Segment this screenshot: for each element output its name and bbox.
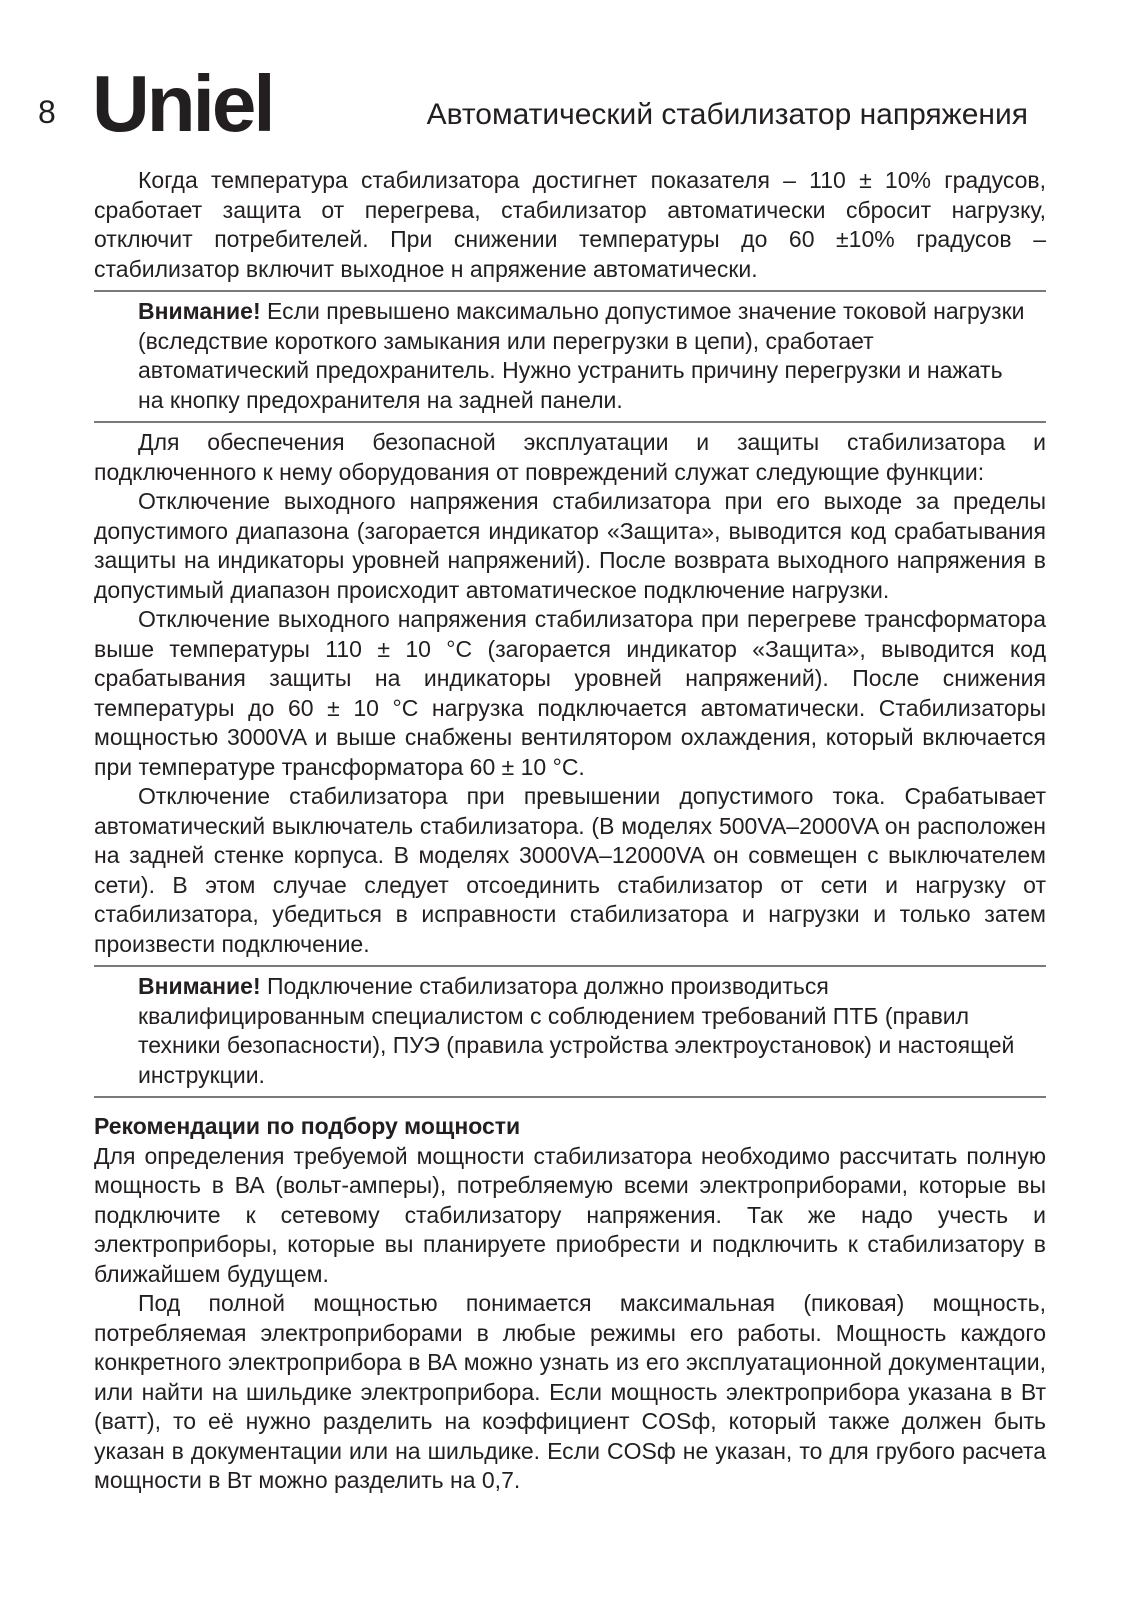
document-title: Автоматический стабилизатор напряжения	[426, 98, 1028, 131]
paragraph-function-overheat: Отключение выходного напряжения стабилизатора при перегреве трансформатора выше температуры 110 ± 10 °С (загорается индикатор «Защита», выводится код срабатывания защиты на индикаторы уровней напряжений). После снижения температуры до 60 ± 10 °С нагрузка подключается автоматически. Стабилизаторы мощностью 3000VA и выше снабжены вентилятором охлаждения, который включается при температуре трансформатора 60 ± 10 °С.	[94, 606, 1046, 780]
paragraph-full-power: Под полной мощностью понимается максимальная (пиковая) мощность, потребляемая электроприборами в любые режимы его работы. Мощность каждого конкретного электроприбора в ВА можно узнать из его эксплуатационной документации, или найти на шильдике электроприбора. Если мощность электроприбора указана в Вт (ватт), то её нужно разделить на коэффициент COSф, который также должен быть указан в документации или на шильдике. Если COSф не указан, то для грубого расчета мощности в Вт можно разделить на 0,7.	[94, 1290, 1046, 1493]
paragraph-power-selection: Для определения требуемой мощности стабилизатора необходимо рассчитать полную мощность в ВА (вольт-амперы), потребляемую всеми электроприборами, которые вы подключите к сетевому стабилизатору напряжения. Так же надо учесть и электроприборы, которые вы планируете приобрести и подключить к стабилизатору в ближайшем будущем.	[94, 1142, 1046, 1287]
divider	[94, 290, 1046, 292]
divider	[94, 1096, 1046, 1098]
warning-label: Внимание!	[138, 298, 261, 324]
warning-text: Подключение стабилизатора должно производиться квалифицированным специалистом с соблюдением требований ПТБ (правил техники безопасности), ПУЭ (правила устройства электроустановок) и настоящей инструкции.	[138, 973, 1015, 1088]
brand-logo: Uniel	[92, 59, 273, 148]
paragraph-function-overcurrent: Отключение стабилизатора при превышении допустимого тока. Срабатывает автоматический выключатель стабилизатора. (В моделях 500VA–2000VA он расположен на задней стенке корпуса. В моделях 3000VA–12000VA он совмещен с выключателем сети). В этом случае следует отсоединить стабилизатор от сети и нагрузку от стабилизатора, убедиться в исправности стабилизатора и нагрузки и только затем произвести подключение.	[94, 783, 1046, 957]
paragraph-function-voltage: Отключение выходного напряжения стабилизатора при его выходе за пределы допустимого диапазона (загорается индикатор «Защита», выводится код срабатывания защиты на индикаторы уровней напряжений). После возврата выходного напряжения в допустимый диапазон происходит автоматическое подключение нагрузки.	[94, 488, 1046, 603]
divider	[94, 965, 1046, 967]
section-heading: Рекомендации по подбору мощности	[94, 1113, 521, 1139]
page-number: 8	[38, 94, 56, 130]
page-content	[94, 166, 1046, 1496]
paragraph-functions-intro: Для обеспечения безопасной эксплуатации и защиты стабилизатора и подключенного к нему оборудования от повреждений служат следующие функции:	[94, 429, 1046, 485]
divider	[94, 421, 1046, 423]
warning-notice	[94, 972, 1046, 1090]
paragraph-overheat: Когда температура стабилизатора достигнет показателя – 110 ± 10% градусов, сработает защита от перегрева, стабилизатор автоматически сбросит нагрузку, отключит потребителей. При снижении температуры до 60 ±10% градусов – стабилизатор включит выходное н апряжение автоматически.	[94, 167, 1046, 282]
warning-label: Внимание!	[138, 973, 261, 999]
warning-notice	[94, 297, 1046, 415]
warning-text: Если превышено максимально допустимое значение токовой нагрузки (вследствие короткого замыкания или перегрузки в цепи), сработает автоматический предохранитель. Нужно устранить причину перегрузки и нажать на кнопку предохранителя на задней панели.	[138, 298, 1025, 413]
